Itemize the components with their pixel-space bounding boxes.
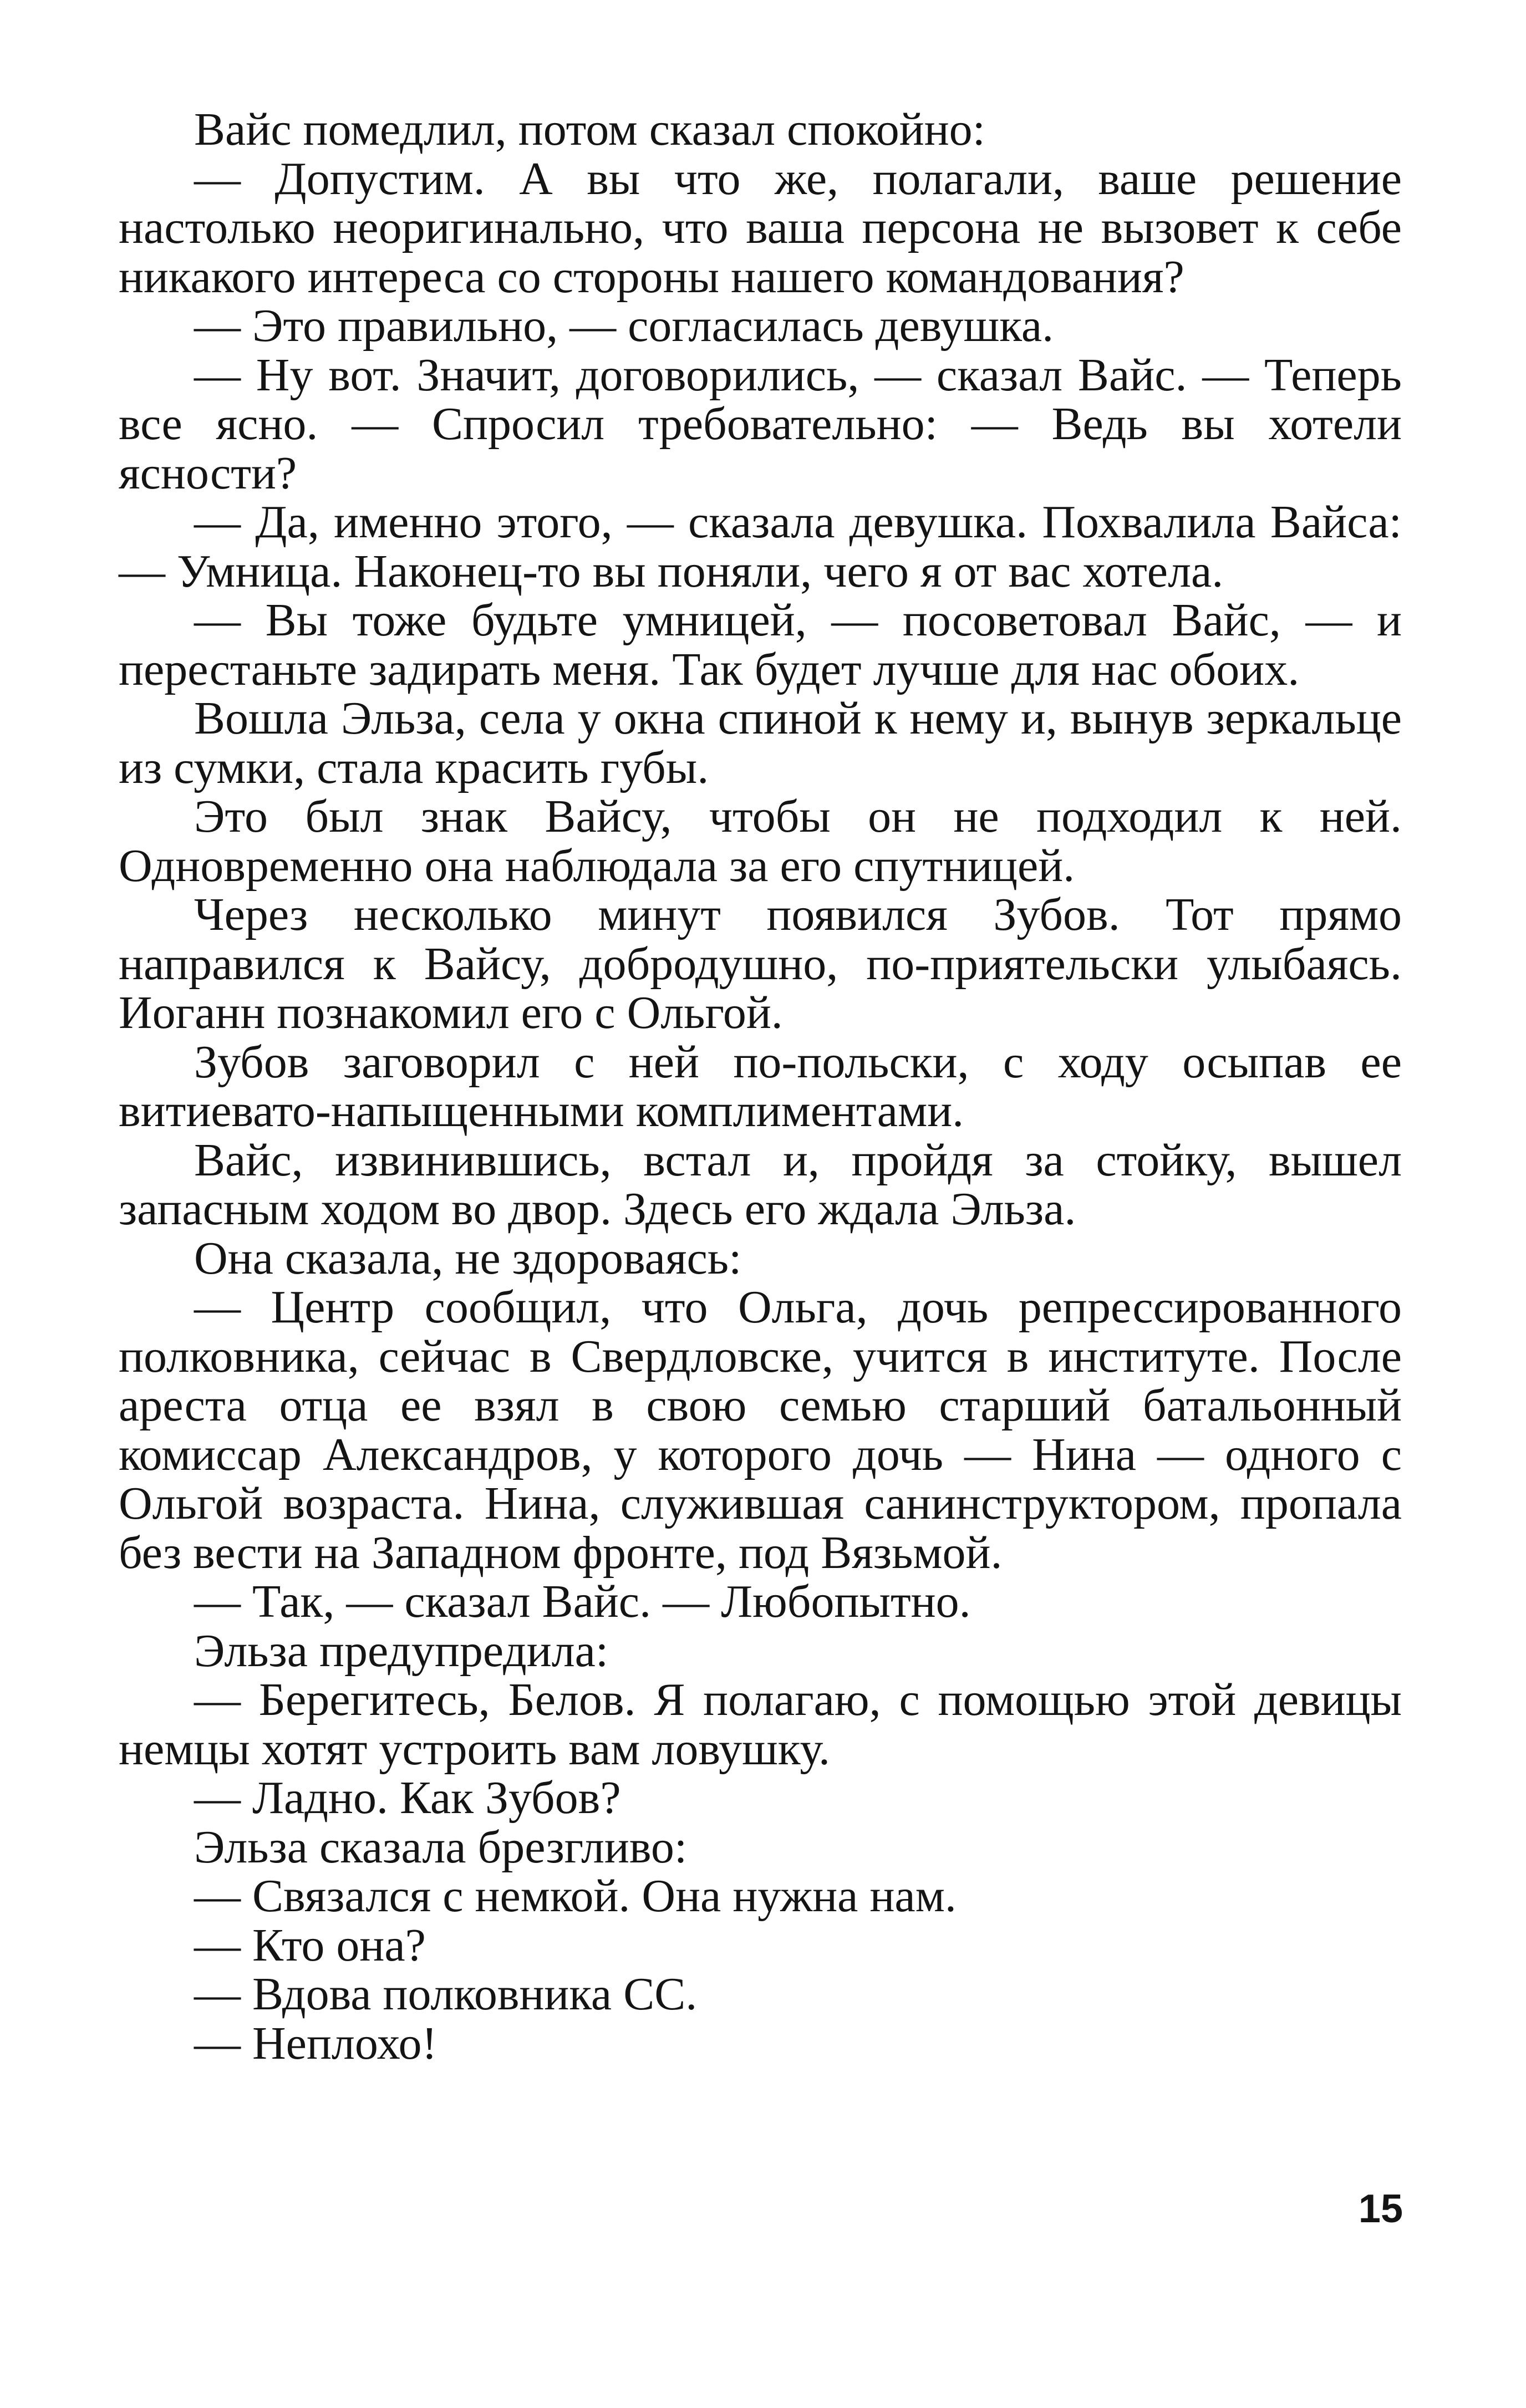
paragraph: Зубов заговорил с ней по-польски, с ходу осыпав ее витиевато-напыщенными комплиментами. (119, 1036, 1402, 1137)
paragraph: — Ладно. Как Зубов? (194, 1772, 621, 1824)
paragraph: — Вы тоже будьте умницей, — посоветовал Вайс, — и перестаньте задирать меня. Так будет лучше для нас обоих. (119, 594, 1402, 695)
paragraph: Вошла Эльза, села у окна спиной к нему и, вынув зеркальце из сумки, стала красить губы. (119, 693, 1402, 793)
paragraph: Через несколько минут появился Зубов. Тот прямо направился к Вайсу, добродушно, по-приятельски улыбаясь. Иоганн познакомил его с Ольгой. (119, 889, 1402, 1038)
paragraph: — Так, — сказал Вайс. — Любопытно. (194, 1576, 971, 1627)
paragraph: — Кто она? (194, 1919, 426, 1971)
paragraph: Эльза сказала брезгливо: (194, 1821, 688, 1873)
paragraph: Это был знак Вайсу, чтобы он не подходил к ней. Одновременно она наблюдала за его спутницей. (119, 791, 1402, 892)
paragraph: — Неплохо! (194, 2017, 438, 2069)
book-page-text (119, 105, 1402, 2323)
paragraph: Она сказала, не здороваясь: (194, 1232, 742, 1284)
page-number: 15 (1358, 2187, 1403, 2231)
paragraph: — Берегитесь, Белов. Я полагаю, с помощью этой девицы немцы хотят устроить вам ловушку. (119, 1674, 1402, 1775)
paragraph: — Ну вот. Значит, договорились, — сказал Вайс. — Теперь все ясно. — Спросил требовательно: — Ведь вы хотели ясности? (119, 349, 1402, 499)
paragraph: — Да, именно этого, — сказала девушка. Похвалила Вайса: — Умница. Наконец-то вы поняли, чего я от вас хотела. (119, 496, 1402, 597)
paragraph: — Это правильно, — согласилась девушка. (194, 300, 1054, 352)
paragraph: — Связался с немкой. Она нужна нам. (194, 1870, 957, 1922)
paragraph: Эльза предупредила: (194, 1625, 609, 1677)
paragraph: — Допустим. А вы что же, полагали, ваше решение настолько неоригинально, что ваша персона не вызовет к себе никакого интереса со стороны нашего командования? (119, 152, 1402, 303)
paragraph: Вайс помедлил, потом сказал спокойно: (194, 104, 986, 155)
paragraph: Вайс, извинившись, встал и, пройдя за стойку, вышел запасным ходом во двор. Здесь его ждала Эльза. (119, 1134, 1402, 1235)
paragraph: — Вдова полковника СС. (194, 1968, 698, 2020)
paragraph: — Центр сообщил, что Ольга, дочь репрессированного полковника, сейчас в Свердловске, учится в институте. После ареста отца ее взял в свою семью старший батальонный комиссар Александров, у которого дочь — Нина — одного с Ольгой возраста. Нина, служившая санинструктором, пропала без вести на Западном фронте, под Вязьмой. (119, 1281, 1402, 1579)
